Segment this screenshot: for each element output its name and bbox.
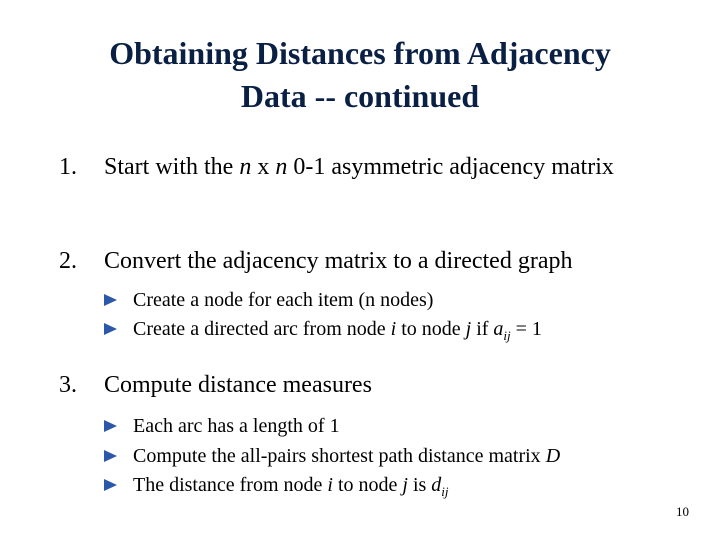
title-line-2: Data -- continued xyxy=(240,78,480,114)
point-1-number: 1. xyxy=(59,154,77,180)
sub-bullet-text: Compute the all-pairs shortest path distance matrix D xyxy=(133,445,561,467)
point-2-number: 2. xyxy=(59,248,77,274)
triangle-bullet-icon xyxy=(104,479,117,491)
triangle-bullet-icon xyxy=(104,450,117,462)
point-2-text: Convert the adjacency matrix to a directed graph xyxy=(104,248,573,274)
triangle-bullet-icon xyxy=(104,294,117,306)
title-line-1: Obtaining Distances from Adjacency xyxy=(109,35,611,71)
triangle-bullet-icon xyxy=(104,420,117,432)
triangle-bullet-icon xyxy=(104,323,117,335)
slide-title xyxy=(0,32,720,118)
point-3-text: Compute distance measures xyxy=(104,372,372,398)
point-1-text: Start with the n x n 0-1 asymmetric adjacency matrix xyxy=(104,154,614,180)
sub-bullet-text: Create a node for each item (n nodes) xyxy=(133,289,434,311)
sub-bullet-text: Create a directed arc from node i to node j if $a_{ij} = 1$ xyxy=(133,318,542,343)
sub-bullet-text: The distance from node i to node j is $d_{ij}$ xyxy=(133,474,449,499)
point-3-number: 3. xyxy=(59,372,77,398)
sub-bullet-text: Each arc has a length of 1 xyxy=(133,415,340,437)
page-number: 10 xyxy=(676,504,689,519)
